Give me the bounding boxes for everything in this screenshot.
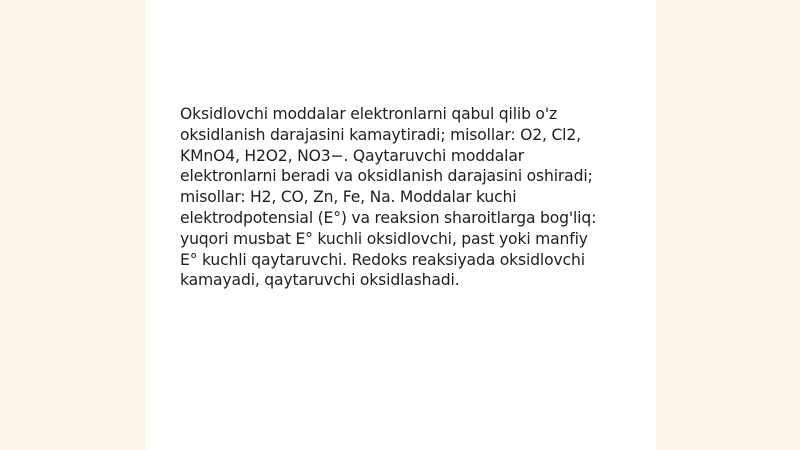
- paragraph-line: elektrodpotensial (E°) va reaksion sharoitlarga bog'liq:: [180, 208, 597, 227]
- paragraph-line: kamayadi, qaytaruvchi oksidlashadi.: [180, 271, 460, 290]
- paragraph-line: oksidlanish darajasini kamaytiradi; misollar: O2, Cl2,: [180, 125, 581, 144]
- paragraph-line: Oksidlovchi moddalar elektronlarni qabul qilib o'z: [180, 105, 557, 123]
- paragraph-line: elektronlarni beradi va oksidlanish darajasini oshiradi;: [180, 167, 593, 186]
- paragraph-line: E° kuchli qaytaruvchi. Redoks reaksiyada oksidlovchi: [180, 250, 585, 269]
- paragraph-line: misollar: H2, CO, Zn, Fe, Na. Moddalar kuchi: [180, 188, 517, 207]
- paragraph-line: yuqori musbat E° kuchli oksidlovchi, past yoki manfiy: [180, 229, 588, 248]
- document-page: [147, 0, 656, 450]
- body-paragraph: [180, 104, 640, 291]
- paragraph-line: KMnO4, H2O2, NO3−. Qaytaruvchi moddalar: [180, 146, 524, 165]
